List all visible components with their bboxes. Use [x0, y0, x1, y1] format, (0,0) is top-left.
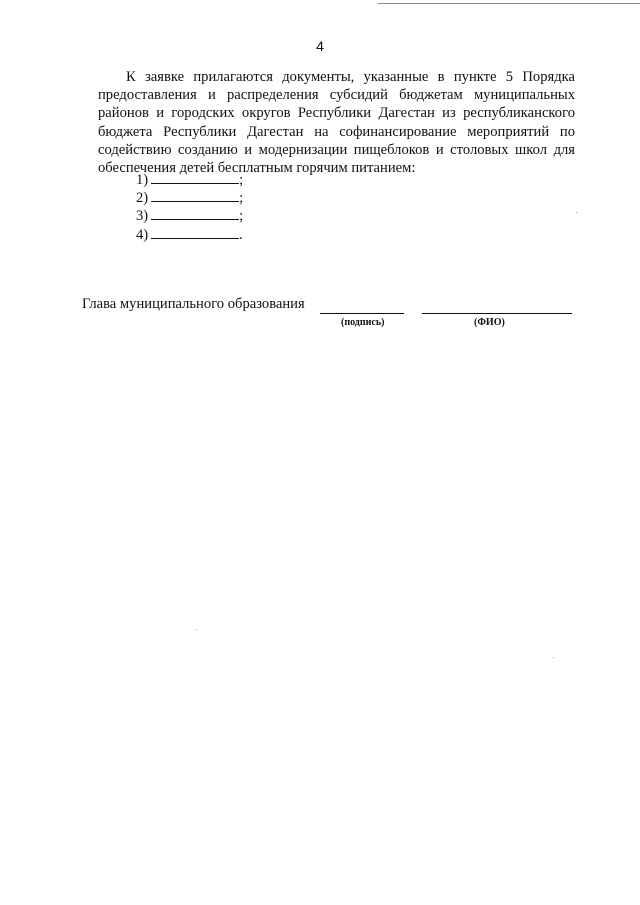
body-paragraph: К заявке прилагаются документы, указанные в пункте 5 Порядка предоставления и распределения субсидий бюджетам муниципальных районов и городских округов Республики Дагестан из республиканского бюджета Республики Дагестан на софинансирование мероприятий по содействию созданию и модернизации пищеблоков и столовых школ для обеспечения детей бесплатным горячим питанием:	[98, 69, 575, 177]
list-item-number: 4)	[136, 226, 149, 243]
list-item-terminator: .	[239, 226, 243, 243]
list-item-number: 2)	[136, 190, 149, 207]
fill-in-blank	[151, 171, 239, 184]
fill-in-blank	[151, 189, 239, 202]
signature-line	[320, 313, 404, 314]
fill-in-blank	[151, 226, 239, 239]
list-item	[136, 189, 243, 207]
list-item-number: 1)	[136, 172, 149, 188]
name-line	[422, 313, 572, 314]
scan-speck	[196, 629, 197, 630]
list-item-terminator: ;	[239, 172, 244, 188]
list-item	[136, 226, 243, 244]
scan-speck	[553, 657, 554, 658]
documents-list	[136, 171, 243, 244]
signature-label: Глава муниципального образования	[82, 296, 305, 312]
name-caption: (ФИО)	[474, 317, 505, 328]
list-item	[136, 207, 243, 225]
scan-speck	[576, 212, 577, 213]
fill-in-blank	[151, 207, 239, 220]
list-item	[136, 171, 243, 189]
page-number: 4	[316, 38, 324, 54]
list-item-terminator: ;	[239, 208, 244, 225]
top-edge-line	[378, 3, 640, 4]
signature-caption: (подпись)	[341, 317, 385, 328]
list-item-number: 3)	[136, 208, 149, 225]
list-item-terminator: ;	[239, 190, 244, 207]
